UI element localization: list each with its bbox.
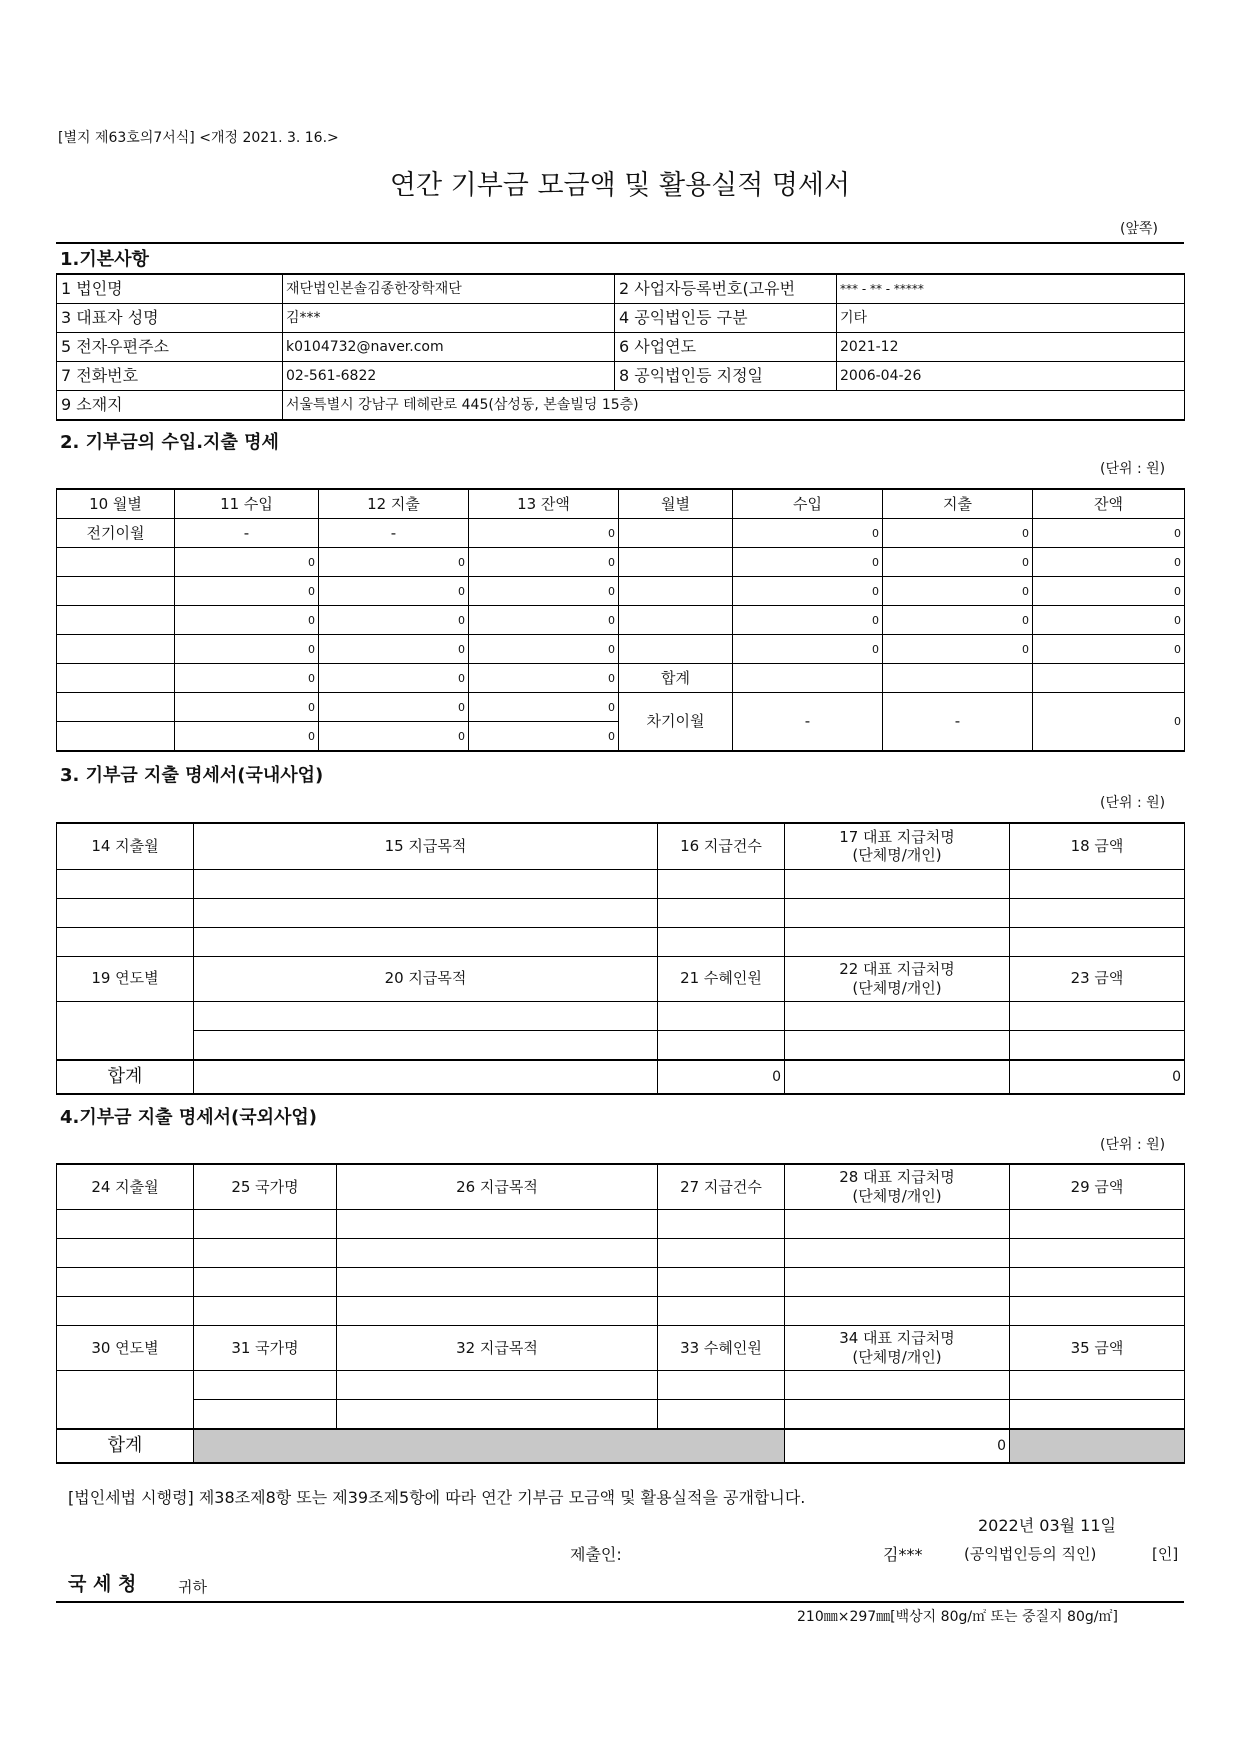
cell-income-2: 0 (733, 519, 883, 548)
cell-income-2: 0 (733, 606, 883, 635)
cell-income: 0 (175, 548, 319, 577)
label-phone: 7 전화번호 (57, 362, 283, 391)
section-4-unit: (단위 : 원) (1100, 1137, 1166, 1153)
header-expense-2: 지출 (883, 489, 1033, 519)
total-income (733, 664, 883, 693)
cell-month-2 (619, 606, 733, 635)
recipient-agency: 국 세 청 (68, 1573, 137, 1595)
paper-spec: 210㎜×297㎜[백상지 80g/㎡ 또는 중질지 80g/㎡] (797, 1609, 1118, 1625)
cell-month (57, 635, 175, 664)
cell-income: 0 (175, 606, 319, 635)
cell-income: 0 (175, 635, 319, 664)
header-year: 30 연도별 (57, 1326, 194, 1371)
header-income-2: 수입 (733, 489, 883, 519)
header-balance: 13 잔액 (469, 489, 619, 519)
form-reference: [별지 제63호의7서식] <개정 2021. 3. 16.> (58, 130, 339, 146)
cell-balance: 0 (469, 577, 619, 606)
cell-income: 0 (175, 693, 319, 722)
table-row (57, 664, 1185, 693)
basic-info-table (56, 273, 1185, 421)
cell-income-2: 0 (733, 548, 883, 577)
cell-expense-2: 0 (883, 635, 1033, 664)
cell-balance-2: 0 (1033, 635, 1185, 664)
value-corp-name: 재단법인본솔김종한장학재단 (283, 274, 615, 304)
cell-balance: 0 (469, 664, 619, 693)
cell-month (57, 606, 175, 635)
header-expense: 12 지출 (319, 489, 469, 519)
value-phone: 02-561-6822 (283, 362, 615, 391)
carry-out-expense: - (883, 693, 1033, 752)
info-row (57, 362, 1185, 391)
cell-balance-2: 0 (1033, 577, 1185, 606)
table-row (57, 1030, 1185, 1060)
total-expense (883, 664, 1033, 693)
header-country-2: 31 국가명 (194, 1326, 337, 1371)
info-row (57, 304, 1185, 333)
cell-expense-2: 0 (883, 606, 1033, 635)
header-amount: 18 금액 (1010, 823, 1185, 869)
section-2-unit: (단위 : 원) (1100, 461, 1166, 477)
cell-expense: 0 (319, 606, 469, 635)
cell-income-2: 0 (733, 635, 883, 664)
table-row (57, 1239, 1185, 1268)
total-recipient (785, 1060, 1010, 1094)
cell-balance-2: 0 (1033, 548, 1185, 577)
cell-month (57, 722, 175, 752)
header-recipient: 28 대표 지급처명 (단체명/개인) (785, 1164, 1010, 1210)
header-amount-2: 23 금액 (1010, 956, 1185, 1001)
header-purpose: 26 지급목적 (337, 1164, 658, 1210)
label-email: 5 전자우편주소 (57, 333, 283, 362)
cell-expense: - (319, 519, 469, 548)
disclosure-statement: [법인세법 시행령] 제38조제8항 또는 제39조제5항에 따라 연간 기부금 모금액 및 활용실적을 공개합니다. (68, 1488, 806, 1507)
total-recipient-shaded (1010, 1429, 1185, 1463)
total-purpose (194, 1060, 658, 1094)
total-amount: 0 (1010, 1060, 1185, 1094)
table-row (57, 548, 1185, 577)
cell-expense-2: 0 (883, 519, 1033, 548)
table-row (57, 1297, 1185, 1326)
cell-month-2 (619, 635, 733, 664)
header-recipient: 17 대표 지급처명 (단체명/개인) (785, 823, 1010, 869)
cell-expense: 0 (319, 722, 469, 752)
table-row (57, 1210, 1185, 1239)
cell-income: - (175, 519, 319, 548)
table-row (57, 1001, 1185, 1030)
header-month: 10 월별 (57, 489, 175, 519)
section-3-unit: (단위 : 원) (1100, 795, 1166, 811)
value-email: k0104732@naver.com (283, 333, 615, 362)
table-header-row (57, 956, 1185, 1001)
cell-balance: 0 (469, 606, 619, 635)
value-corp-type: 기타 (837, 304, 1185, 333)
cell-month (57, 664, 175, 693)
header-count: 27 지급건수 (658, 1164, 785, 1210)
header-purpose-2: 32 지급목적 (337, 1326, 658, 1371)
table-row (57, 577, 1185, 606)
submitter-name: 김*** (883, 1545, 923, 1564)
cell-expense: 0 (319, 548, 469, 577)
cell-month (57, 548, 175, 577)
table-row (57, 606, 1185, 635)
table-row (57, 869, 1185, 898)
header-country: 25 국가명 (194, 1164, 337, 1210)
header-income: 11 수입 (175, 489, 319, 519)
total-balance (1033, 664, 1185, 693)
header-year: 19 연도별 (57, 956, 194, 1001)
table-row (57, 519, 1185, 548)
total-count: 0 (785, 1429, 1010, 1463)
label-address: 9 소재지 (57, 391, 283, 421)
total-count: 0 (658, 1060, 785, 1094)
value-designation-date: 2006-04-26 (837, 362, 1185, 391)
cell-month (57, 577, 175, 606)
table-header-row (57, 489, 1185, 519)
label-business-year: 6 사업연도 (615, 333, 837, 362)
label-representative: 3 대표자 성명 (57, 304, 283, 333)
cell-income-2: 0 (733, 577, 883, 606)
cell-balance: 0 (469, 548, 619, 577)
header-expense-month: 14 지출월 (57, 823, 194, 869)
header-amount-2: 35 금액 (1010, 1326, 1185, 1371)
value-representative: 김*** (283, 304, 615, 333)
header-purpose: 15 지급목적 (194, 823, 658, 869)
header-balance-2: 잔액 (1033, 489, 1185, 519)
carry-in-label: 전기이월 (57, 519, 175, 548)
info-row (57, 391, 1185, 421)
value-business-year: 2021-12 (837, 333, 1185, 362)
cell-income: 0 (175, 722, 319, 752)
info-row (57, 274, 1185, 304)
total-label: 합계 (57, 1429, 194, 1463)
cell-expense: 0 (319, 664, 469, 693)
value-business-number: *** - ** - ***** (837, 274, 1185, 304)
header-expense-month: 24 지출월 (57, 1164, 194, 1210)
domestic-expense-table (56, 822, 1185, 1095)
total-shaded-area (194, 1429, 785, 1463)
table-row (57, 635, 1185, 664)
cell-month-2 (619, 548, 733, 577)
income-expense-table (56, 488, 1185, 752)
cell-expense: 0 (319, 693, 469, 722)
header-month-2: 월별 (619, 489, 733, 519)
header-count: 16 지급건수 (658, 823, 785, 869)
cell-month-2 (619, 577, 733, 606)
cell-balance: 0 (469, 635, 619, 664)
header-purpose-2: 20 지급목적 (194, 956, 658, 1001)
value-address: 서울특별시 강남구 테헤란로 445(삼성동, 본솔빌딩 15층) (283, 391, 1185, 421)
table-row (57, 1400, 1185, 1430)
table-row (57, 693, 1185, 722)
total-row (57, 1060, 1185, 1094)
cell-month-2 (619, 519, 733, 548)
label-corp-type: 4 공익법인등 구분 (615, 304, 837, 333)
table-header-row (57, 1326, 1185, 1371)
cell-income: 0 (175, 577, 319, 606)
header-beneficiaries: 33 수혜인원 (658, 1326, 785, 1371)
cell-balance: 0 (469, 693, 619, 722)
section-4-title: 4.기부금 지출 명세서(국외사업) (60, 1107, 318, 1128)
cell-balance: 0 (469, 519, 619, 548)
section-3-title: 3. 기부금 지출 명세서(국내사업) (60, 765, 324, 786)
table-row (57, 1371, 1185, 1400)
recipient-suffix: 귀하 (178, 1578, 207, 1596)
submitter-label: 제출인: (570, 1545, 622, 1564)
total-label: 합계 (57, 1060, 194, 1094)
cell-balance: 0 (469, 722, 619, 752)
cell-balance-2: 0 (1033, 606, 1185, 635)
cell-expense-2: 0 (883, 577, 1033, 606)
cell-expense-2: 0 (883, 548, 1033, 577)
cell-balance-2: 0 (1033, 519, 1185, 548)
label-designation-date: 8 공익법인등 지정일 (615, 362, 837, 391)
header-recipient-2: 22 대표 지급처명 (단체명/개인) (785, 956, 1010, 1001)
total-label: 합계 (619, 664, 733, 693)
table-header-row (57, 1164, 1185, 1210)
cell-month (57, 693, 175, 722)
page-side-label: (앞쪽) (1120, 221, 1158, 237)
submitter-role: (공익법인등의 직인) (964, 1545, 1097, 1563)
header-amount: 29 금액 (1010, 1164, 1185, 1210)
section-2-title: 2. 기부금의 수입.지출 명세 (60, 432, 279, 453)
table-header-row (57, 823, 1185, 869)
carry-out-label: 차기이월 (619, 693, 733, 752)
cell-expense: 0 (319, 577, 469, 606)
header-beneficiaries: 21 수혜인원 (658, 956, 785, 1001)
document-title: 연간 기부금 모금액 및 활용실적 명세서 (389, 170, 851, 201)
table-row (57, 898, 1185, 927)
carry-out-balance: 0 (1033, 693, 1185, 752)
label-corp-name: 1 법인명 (57, 274, 283, 304)
section-1-title: 1.기본사항 (60, 249, 149, 270)
cell-income: 0 (175, 664, 319, 693)
table-row (57, 1268, 1185, 1297)
cell-expense: 0 (319, 635, 469, 664)
total-row (57, 1429, 1185, 1463)
seal-mark: [인] (1152, 1545, 1179, 1563)
carry-out-income: - (733, 693, 883, 752)
header-recipient-2: 34 대표 지급처명 (단체명/개인) (785, 1326, 1010, 1371)
overseas-expense-table (56, 1163, 1185, 1464)
submission-date: 2022년 03월 11일 (978, 1516, 1116, 1535)
table-row (57, 927, 1185, 956)
info-row (57, 333, 1185, 362)
label-business-number: 2 사업자등록번호(고유번 (615, 274, 837, 304)
